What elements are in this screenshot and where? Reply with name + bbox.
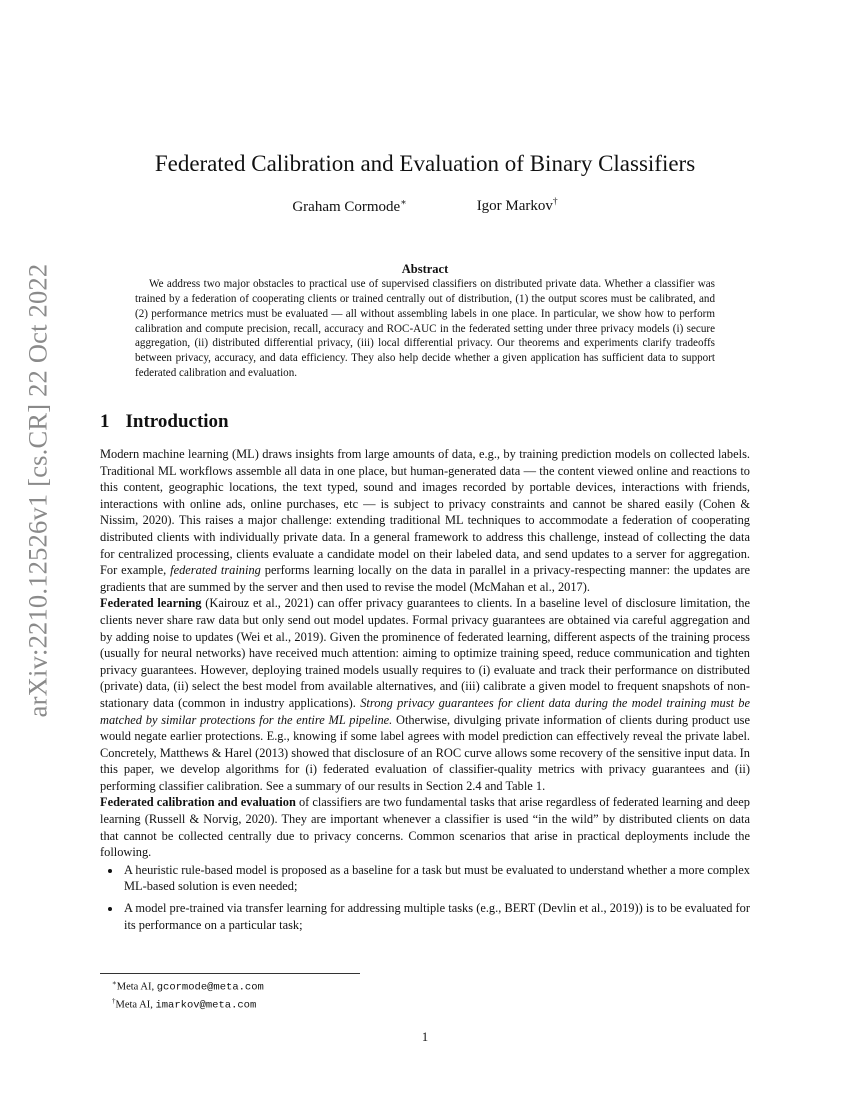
list-item: • A heuristic rule-based model is proposed as a baseline for a task but must be evaluated to understand whether a more complex ML-based solution is even needed; (122, 862, 750, 895)
footnote: ∗Meta AI, gcormode@meta.com (112, 979, 264, 994)
email-link[interactable]: imarkov@meta.com (155, 999, 257, 1011)
email-link[interactable]: gcormode@meta.com (156, 981, 264, 994)
author-list (100, 197, 750, 216)
abstract-text: We address two major obstacles to practical use of supervised classifiers on distributed private data. Whether a classifier was trained by a federation of cooperating clients or trained centrally out of distribution, (1) the output scores must be calibrated, and (2) performance metrics must be evaluated — all without assembling labels in one place. In particular, we show how to perform calibration and compute precision, recall, accuracy and ROC-AUC in the federated setting under three privacy models (i) secure aggregation, (ii) distributed differential privacy, (iii) local differential privacy. Our theorems and experiments clarify tradeoffs between privacy, accuracy, and data efficiency. They also help decide whether a given application has sufficient data to support federated calibration and evaluation. (135, 278, 715, 380)
section-heading (100, 411, 229, 433)
body-text (100, 446, 750, 938)
author: Igor Markov† (476, 197, 558, 214)
abstract-heading: Abstract (401, 262, 449, 276)
list-item: • A model pre-trained via transfer learning for addressing multiple tasks (e.g., BERT (Devlin et al., 2019)) is to be evaluated for its performance on a particular task; (122, 900, 750, 933)
paragraph: Federated calibration and evaluation of classifiers are two fundamental tasks that arise regardless of federated learning and deep learning (Russell & Norvig, 2020). They are important whenever a classifier is used “in the wild” by distributed clients on data that cannot be collected centrally due to privacy concerns. Common scenarios that arise in practical deployments include the following. (100, 795, 750, 860)
paper-title: Federated Calibration and Evaluation of Binary Classifiers (154, 151, 696, 176)
paragraph: Federated learning (Kairouz et al., 2021) can offer privacy guarantees to clients. In a baseline level of disclosure limitation, the clients never share raw data but only send out model updates. Formal privacy guarantees are obtained via careful aggregation and by adding noise to updates (Wei et al., 2019). Given the prominence of federated learning, different aspects of the training process (usually for neural networks) have received much attention: aiming to optimize training speed, reduce communication and tighten privacy guarantees. However, deploying trained models usually requires to (i) evaluate and track their performance on distributed (private) data, (ii) select the best model from available alternatives, and (iii) calibrate a given model to frequent snapshots of non-stationary data (common in industry applications). Strong privacy guarantees for client data during the model training must be matched by similar protections for the entire ML pipeline. Otherwise, divulging private information of clients during product use would negate earlier protections. E.g., knowing if some label agrees with model prediction can effectively reveal the private label. Concretely, Matthews & Harel (2013) showed that disclosure of an ROC curve allows some recovery of the sensitive input data. In this paper, we develop algorithms for (i) federated evaluation of classifier-quality metrics with privacy guarantees and (ii) performing classifier calibration. See a summary of our results in Section 2.4 and Table 1. (100, 596, 751, 793)
paragraph: Modern machine learning (ML) draws insights from large amounts of data, e.g., by training prediction models on collected labels. Traditional ML workflows assemble all data in one place, but human-generated data — the content viewed online and reactions to this content, geographic locations, the text typed, sound and images recorded by portable devices, interactions with friends, interactions with online ads, online purchases, etc — is subject to privacy constraints and cannot be shared easily (Cohen & Nissim, 2020). This raises a major challenge: extending traditional ML techniques to accommodate a federation of cooperating distributed clients with individually private data. In a general framework to address this challenge, instead of collecting the data for centralized processing, clients evaluate a candidate model on their labeled data, and send updates to a server for aggregation. For example, federated training performs learning locally on the data in parallel in a privacy-respecting manner: the updates are gradients that are summed by the server and then used to revise the model (McMahan et al., 2017). (100, 447, 750, 594)
arxiv-margin-stamp (16, 263, 60, 717)
footnotes (112, 977, 264, 1012)
footnote: †Meta AI, imarkov@meta.com (112, 996, 257, 1011)
page-number: 1 (421, 1030, 429, 1044)
bullet-list (100, 862, 750, 933)
section-number: 1 (100, 411, 110, 432)
arxiv-stamp-text: arXiv:2210.12526v1 [cs.CR] 22 Oct 2022 (22, 263, 53, 717)
author: Graham Cormode∗ (292, 198, 407, 215)
section-title: Introduction (125, 411, 229, 432)
footnote-rule (100, 973, 360, 974)
